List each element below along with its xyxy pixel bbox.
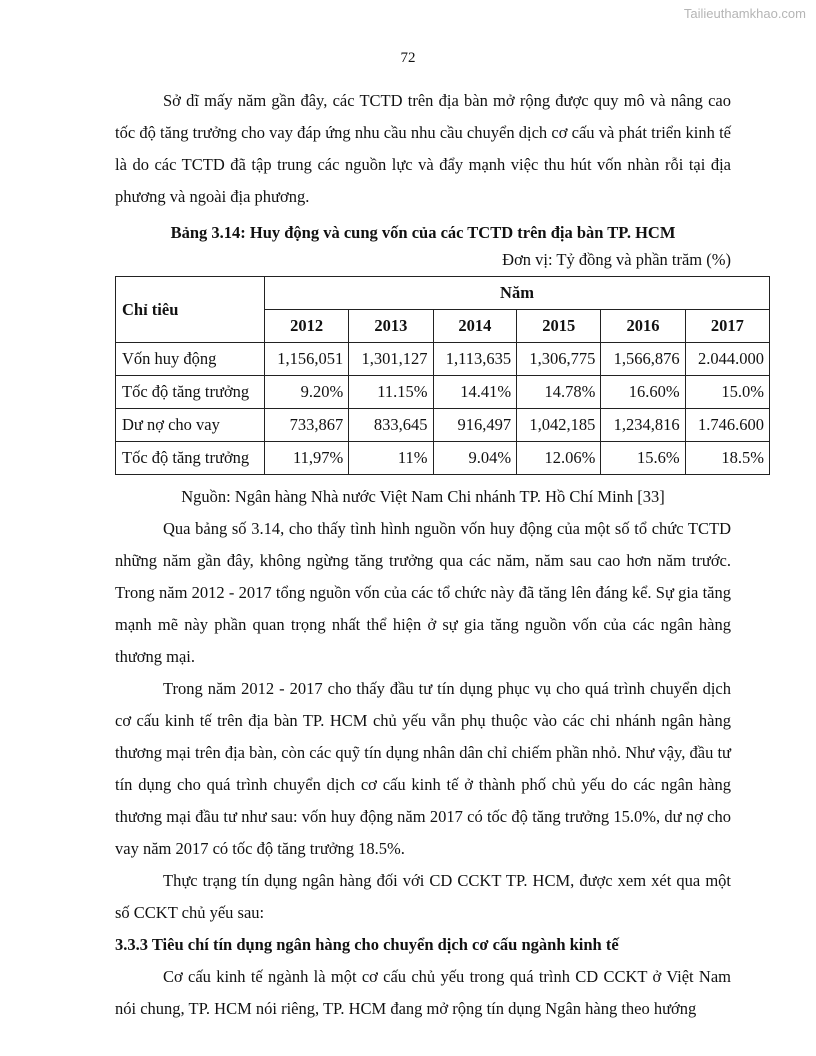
table-cell: 1,566,876 <box>601 343 685 376</box>
table-cell: 9.04% <box>433 442 517 475</box>
table-cell: 1,234,816 <box>601 409 685 442</box>
year-header: 2015 <box>517 310 601 343</box>
table-cell: 1,113,635 <box>433 343 517 376</box>
year-header: 2014 <box>433 310 517 343</box>
table-cell: 14.41% <box>433 376 517 409</box>
table-cell: 12.06% <box>517 442 601 475</box>
table-cell: 733,867 <box>265 409 349 442</box>
table-row <box>116 376 770 409</box>
watermark: Tailieuthamkhao.com <box>683 6 806 21</box>
table-unit: Đơn vị: Tỷ đồng và phần trăm (%) <box>502 250 731 269</box>
row-label: Tốc độ tăng trưởng <box>116 376 265 409</box>
data-table <box>115 276 770 475</box>
paragraph: Sở dĩ mấy năm gần đây, các TCTD trên địa bàn mở rộng được quy mô và nâng cao tốc độ tăng trưởng cho vay đáp ứng nhu cầu nhu cầu chuyển dịch cơ cấu và phát triển kinh tế là do các TCTD đã tập trung các nguồn lực và đẩy mạnh việc thu hút vốn nhàn rỗi tại địa phương và ngoài địa phương. <box>115 91 731 206</box>
year-header: 2017 <box>685 310 769 343</box>
row-label: Vốn huy động <box>116 343 265 376</box>
table-cell: 15.0% <box>685 376 769 409</box>
section-heading: 3.3.3 Tiêu chí tín dụng ngân hàng cho chuyển dịch cơ cấu ngành kinh tế <box>115 935 619 954</box>
table-cell: 18.5% <box>685 442 769 475</box>
table-row <box>116 409 770 442</box>
table-cell: 9.20% <box>265 376 349 409</box>
table-cell: 1,306,775 <box>517 343 601 376</box>
year-header: 2016 <box>601 310 685 343</box>
year-header: 2012 <box>265 310 349 343</box>
table-cell: 11,97% <box>265 442 349 475</box>
paragraph: Qua bảng số 3.14, cho thấy tình hình nguồn vốn huy động của một số tổ chức TCTD những năm gần đây, không ngừng tăng trưởng qua các năm, năm sau cao hơn năm trước. Trong năm 2012 - 2017 tổng nguồn vốn của các tổ chức này đã tăng lên đáng kể. Sự gia tăng mạnh mẽ này phần quan trọng nhất thể hiện ở sự gia tăng nguồn vốn của các ngân hàng thương mại. <box>115 519 731 666</box>
table-cell: 1.746.600 <box>685 409 769 442</box>
row-label: Dư nợ cho vay <box>116 409 265 442</box>
header-group: Năm <box>265 277 770 310</box>
table-cell: 1,042,185 <box>517 409 601 442</box>
table-cell: 11% <box>349 442 433 475</box>
table-cell: 1,301,127 <box>349 343 433 376</box>
paragraph: Thực trạng tín dụng ngân hàng đối với CD CCKT TP. HCM, được xem xét qua một số CCKT chủ yếu sau: <box>115 871 731 922</box>
table-cell: 2.044.000 <box>685 343 769 376</box>
table-row <box>116 442 770 475</box>
table-caption: Bảng 3.14: Huy động và cung vốn của các TCTD trên địa bàn TP. HCM <box>170 223 676 242</box>
year-header: 2013 <box>349 310 433 343</box>
table-header-row <box>116 277 770 310</box>
paragraph: Trong năm 2012 - 2017 cho thấy đầu tư tín dụng phục vụ cho quá trình chuyển dịch cơ cấu kinh tế trên địa bàn TP. HCM chủ yếu vẫn phụ thuộc vào các chi nhánh ngân hàng thương mại trên địa bàn, còn các quỹ tín dụng nhân dân chỉ chiếm phần nhỏ. Như vậy, đầu tư tín dụng cho quá trình chuyển dịch cơ cấu kinh tế ở thành phố chủ yếu do các ngân hàng thương mại đầu tư như sau: vốn huy động năm 2017 có tốc độ tăng trưởng 15.0%, dư nợ cho vay năm 2017 có tốc độ tăng trưởng 18.5%. <box>115 679 731 858</box>
paragraph: Cơ cấu kinh tế ngành là một cơ cấu chủ yếu trong quá trình CD CCKT ở Việt Nam nói chung, TP. HCM nói riêng, TP. HCM đang mở rộng tín dụng Ngân hàng theo hướng <box>115 967 731 1018</box>
table-cell: 14.78% <box>517 376 601 409</box>
page-number: 72 <box>400 50 416 66</box>
table-source: Nguồn: Ngân hàng Nhà nước Việt Nam Chi nhánh TP. Hồ Chí Minh [33] <box>181 487 665 506</box>
header-label: Chỉ tiêu <box>116 277 265 343</box>
table-cell: 833,645 <box>349 409 433 442</box>
document-body <box>115 85 764 1025</box>
table-cell: 916,497 <box>433 409 517 442</box>
table-cell: 16.60% <box>601 376 685 409</box>
row-label: Tốc độ tăng trưởng <box>116 442 265 475</box>
table-row <box>116 343 770 376</box>
table-cell: 15.6% <box>601 442 685 475</box>
table-cell: 1,156,051 <box>265 343 349 376</box>
table-cell: 11.15% <box>349 376 433 409</box>
